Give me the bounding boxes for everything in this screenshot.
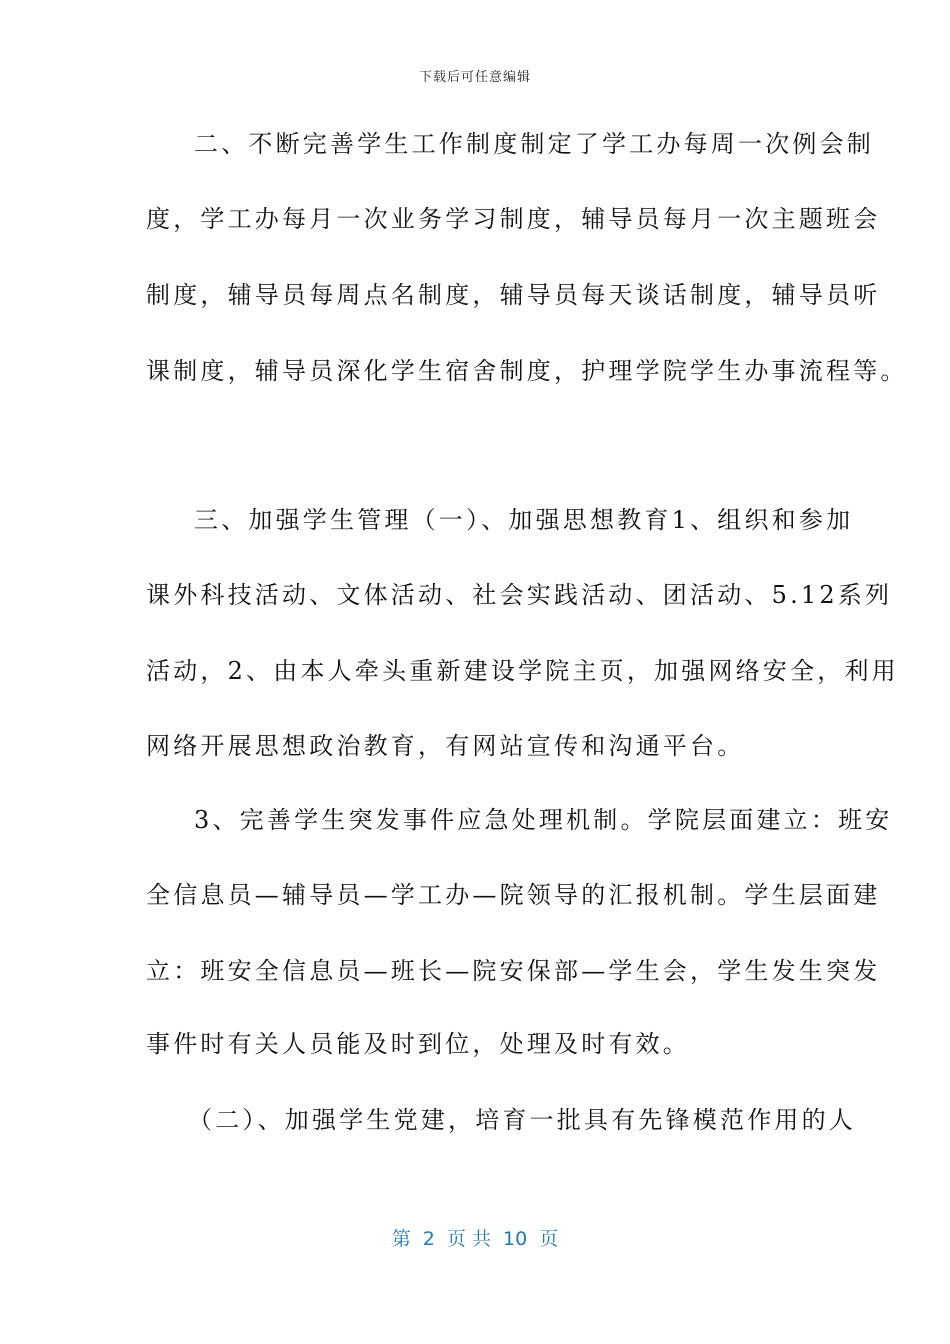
text-line: 网络开展思想政治教育，有网站宣传和沟通平台。 bbox=[146, 732, 745, 760]
text-line: 制度，辅导员每周点名制度，辅导员每天谈话制度，辅导员听 bbox=[146, 281, 881, 309]
text-line: 立：班安全信息员—班长—院安保部—学生会，学生发生突发 bbox=[146, 957, 881, 985]
text-line: 活动，2、由本人牵头重新建设学院主页，加强网络安全，利用 bbox=[146, 657, 899, 685]
text-line: 三、加强学生管理（一）、加强思想教育1、组织和参加 bbox=[194, 506, 854, 534]
text-line: 全信息员—辅导员—学工办—院领导的汇报机制。学生层面建 bbox=[146, 881, 881, 909]
page-header: 下载后可任意编辑 bbox=[418, 70, 531, 85]
text-line: 度，学工办每月一次业务学习制度，辅导员每月一次主题班会 bbox=[146, 205, 881, 233]
page-number-footer: 第 2 页 共 10 页 bbox=[391, 1228, 559, 1250]
text-line: （二）、加强学生党建，培育一批具有先锋模范作用的人 bbox=[188, 1106, 856, 1134]
text-line: 二、不断完善学生工作制度制定了学工办每周一次例会制 bbox=[194, 130, 874, 158]
text-line: 课外科技活动、文体活动、社会实践活动、团活动、5.12系列 bbox=[146, 581, 893, 609]
text-line: 事件时有关人员能及时到位，处理及时有效。 bbox=[146, 1030, 690, 1058]
text-line: 课制度，辅导员深化学生宿舍制度，护理学院学生办事流程等。 bbox=[146, 357, 908, 385]
text-line: 3、完善学生突发事件应急处理机制。学院层面建立：班安 bbox=[194, 806, 893, 834]
